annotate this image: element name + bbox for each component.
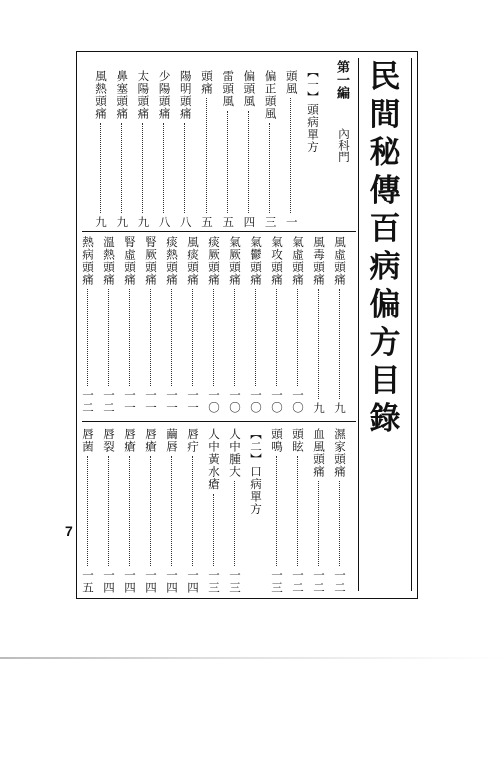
- leader-dots: [87, 289, 90, 386]
- entry-page: 一五: [81, 569, 95, 594]
- title-char: 民: [369, 59, 401, 95]
- toc-entry[interactable]: [289, 428, 307, 594]
- title-char: 錄: [369, 401, 401, 437]
- entry-page: 一三: [228, 569, 242, 594]
- entry-page: 一一: [144, 389, 158, 414]
- toc-entry[interactable]: [100, 236, 118, 414]
- leader-dots: [339, 289, 342, 399]
- toc-entry[interactable]: [113, 70, 131, 228]
- leader-dots: [100, 123, 103, 213]
- toc-entry[interactable]: [134, 70, 152, 228]
- entry-name: 頭痛: [200, 70, 214, 95]
- entry-name: 風痰頭痛: [186, 236, 200, 286]
- entry-name: 唇瘡: [144, 428, 158, 453]
- leader-dots: [192, 456, 195, 566]
- entry-name: 痰厥頭痛: [207, 236, 221, 286]
- toc-entry[interactable]: [268, 236, 286, 414]
- toc-entry[interactable]: [79, 236, 97, 414]
- leader-dots: [255, 289, 258, 386]
- leader-dots: [108, 456, 111, 566]
- toc-entry[interactable]: [163, 236, 181, 414]
- toc-entry[interactable]: [121, 236, 139, 414]
- entry-page: 一〇: [270, 389, 284, 414]
- leader-dots: [297, 289, 300, 386]
- leader-dots: [339, 481, 342, 566]
- entry-name: 頭眩: [291, 428, 305, 453]
- leader-dots: [234, 289, 237, 386]
- leader-dots: [234, 481, 237, 566]
- title-char: 百: [369, 211, 401, 247]
- entry-name: 雷頭風: [221, 70, 236, 108]
- entry-page: 一二: [312, 569, 326, 594]
- entry-page: 九: [333, 401, 347, 414]
- toc-entry[interactable]: [247, 236, 265, 414]
- section-divider-bottom: [82, 421, 356, 422]
- entry-name: 偏頭風: [242, 70, 257, 108]
- entry-name: 少陽頭痛: [157, 70, 172, 120]
- leader-dots: [142, 123, 145, 213]
- entry-name: 氣攻頭痛: [270, 236, 284, 286]
- leader-dots: [129, 289, 132, 386]
- entry-name: 氣厥頭痛: [228, 236, 242, 286]
- entry-page: 九: [312, 401, 326, 414]
- toc-entry[interactable]: [198, 70, 216, 228]
- entry-name: 唇菌: [81, 428, 95, 453]
- entry-name: 偏正頭風: [263, 70, 278, 120]
- entry-page: 八: [178, 215, 193, 228]
- title-char: 間: [369, 97, 401, 133]
- entry-name: 唇疔: [186, 428, 200, 453]
- leader-dots: [276, 289, 279, 386]
- toc-entry[interactable]: [283, 70, 301, 228]
- entry-page: 一二: [333, 569, 347, 594]
- toc-entry[interactable]: [142, 428, 160, 594]
- leader-dots: [163, 123, 166, 213]
- leader-dots: [192, 289, 195, 386]
- title-char: 秘: [369, 135, 401, 171]
- entry-page: 一四: [186, 569, 200, 594]
- entry-page: 一四: [144, 569, 158, 594]
- entry-name: 氣鬱頭痛: [249, 236, 263, 286]
- leader-dots: [227, 111, 230, 213]
- section-divider-top: [82, 231, 356, 232]
- leader-dots: [108, 289, 111, 386]
- entry-page: 一二: [102, 389, 116, 414]
- entry-name: 人中腫大: [228, 428, 242, 478]
- entry-name: 繭唇: [165, 428, 179, 453]
- toc-entry[interactable]: [184, 236, 202, 414]
- page-number: 7: [65, 523, 73, 539]
- entry-name: 濕家頭痛: [333, 428, 347, 478]
- entry-page: 一〇: [249, 389, 263, 414]
- toc-entry[interactable]: [289, 236, 307, 414]
- toc-entry[interactable]: [268, 428, 286, 594]
- leader-dots: [248, 111, 251, 213]
- toc-entry[interactable]: [121, 428, 139, 594]
- toc-entry[interactable]: [226, 236, 244, 414]
- entry-page: 九: [115, 215, 130, 228]
- entry-name: 風毒頭痛: [312, 236, 326, 286]
- leader-dots: [213, 289, 216, 386]
- entry-page: 一三: [270, 569, 284, 594]
- toc-subsection-heading[interactable]: [304, 66, 322, 228]
- toc-entry[interactable]: [79, 428, 97, 594]
- toc-entry[interactable]: [177, 70, 195, 228]
- entry-name: 氣虛頭痛: [291, 236, 305, 286]
- toc-entry[interactable]: [219, 70, 237, 228]
- entry-page: 三: [263, 215, 278, 228]
- entry-page: 五: [200, 215, 214, 228]
- leader-dots: [87, 456, 90, 566]
- entry-name: 風虛頭痛: [333, 236, 347, 286]
- entry-name: 痰熱頭痛: [165, 236, 179, 286]
- leader-dots: [290, 98, 293, 213]
- entry-page: 四: [242, 215, 257, 228]
- entry-page: 一〇: [291, 389, 305, 414]
- entry-name: 【一】頭病單方: [306, 66, 320, 154]
- entry-name: 唇裂: [102, 428, 116, 453]
- toc-entry[interactable]: [310, 428, 328, 594]
- toc-subsection-heading[interactable]: [247, 428, 265, 594]
- leader-dots: [129, 456, 132, 566]
- toc-title: [358, 58, 412, 591]
- entry-page: 一二: [81, 389, 95, 414]
- entry-page: 一一: [123, 389, 137, 414]
- entry-name: 血風頭痛: [312, 428, 326, 478]
- leader-dots: [121, 123, 124, 213]
- entry-page: 一〇: [207, 389, 221, 414]
- title-char: 傳: [369, 173, 401, 209]
- leader-dots: [206, 98, 209, 213]
- title-char: 目: [369, 363, 401, 399]
- leader-dots: [171, 289, 174, 386]
- entry-name: 風熱頭痛: [94, 70, 108, 120]
- entry-name: 太陽頭痛: [136, 70, 151, 120]
- section-subheading: 內科門: [337, 128, 351, 163]
- entry-name: 鼻塞頭痛: [115, 70, 130, 120]
- leader-dots: [297, 456, 300, 566]
- entry-name: 人中黃水瘡: [207, 428, 221, 491]
- toc-entry[interactable]: [100, 428, 118, 594]
- entry-name: 頭風: [284, 70, 299, 95]
- toc-entry[interactable]: [92, 70, 110, 228]
- entry-page: 一一: [186, 389, 200, 414]
- entry-page: 一四: [102, 569, 116, 594]
- toc-entry[interactable]: [142, 236, 160, 414]
- toc-entry[interactable]: [156, 70, 174, 228]
- toc-entry[interactable]: [184, 428, 202, 594]
- entry-page: 一一: [165, 389, 179, 414]
- toc-entry[interactable]: [226, 428, 244, 594]
- entry-name: 熱病頭痛: [81, 236, 95, 286]
- leader-dots: [171, 456, 174, 566]
- toc-entry[interactable]: [240, 70, 258, 228]
- toc-entry[interactable]: [331, 428, 349, 594]
- entry-page: 九: [136, 215, 151, 228]
- scan-edge-line: [0, 657, 504, 659]
- section-heading: 第一編: [334, 60, 349, 99]
- entry-page: 一二: [291, 569, 305, 594]
- entry-page: 一四: [123, 569, 137, 594]
- entry-page: 一〇: [228, 389, 242, 414]
- title-char: 方: [369, 325, 401, 361]
- entry-name: 【二】口病單方: [249, 428, 263, 516]
- entry-name: 陽明頭痛: [178, 70, 193, 120]
- title-char: 病: [369, 249, 401, 285]
- leader-dots: [184, 123, 187, 213]
- entry-page: 一: [284, 215, 299, 228]
- entry-page: 八: [157, 215, 172, 228]
- entry-name: 腎厥頭痛: [144, 236, 158, 286]
- entry-name: 溫熱頭痛: [102, 236, 116, 286]
- leader-dots: [150, 456, 153, 566]
- leader-dots: [150, 289, 153, 386]
- leader-dots: [318, 289, 321, 399]
- entry-name: 唇瘡: [123, 428, 137, 453]
- leader-dots: [213, 494, 216, 567]
- entry-page: 一四: [165, 569, 179, 594]
- toc-entry[interactable]: [205, 236, 223, 414]
- entry-name: 腎虛頭痛: [123, 236, 137, 286]
- entry-page: 五: [221, 215, 236, 228]
- leader-dots: [318, 481, 321, 566]
- leader-dots: [269, 123, 272, 213]
- entry-page: 一三: [207, 569, 221, 594]
- entry-page: 九: [94, 215, 108, 228]
- title-char: 偏: [369, 287, 401, 323]
- entry-name: 頭鳴: [270, 428, 284, 453]
- toc-entry[interactable]: [163, 428, 181, 594]
- toc-entry[interactable]: [262, 70, 280, 228]
- toc-entry[interactable]: [331, 236, 349, 414]
- toc-entry[interactable]: [205, 428, 223, 594]
- leader-dots: [276, 456, 279, 566]
- toc-entry[interactable]: [310, 236, 328, 414]
